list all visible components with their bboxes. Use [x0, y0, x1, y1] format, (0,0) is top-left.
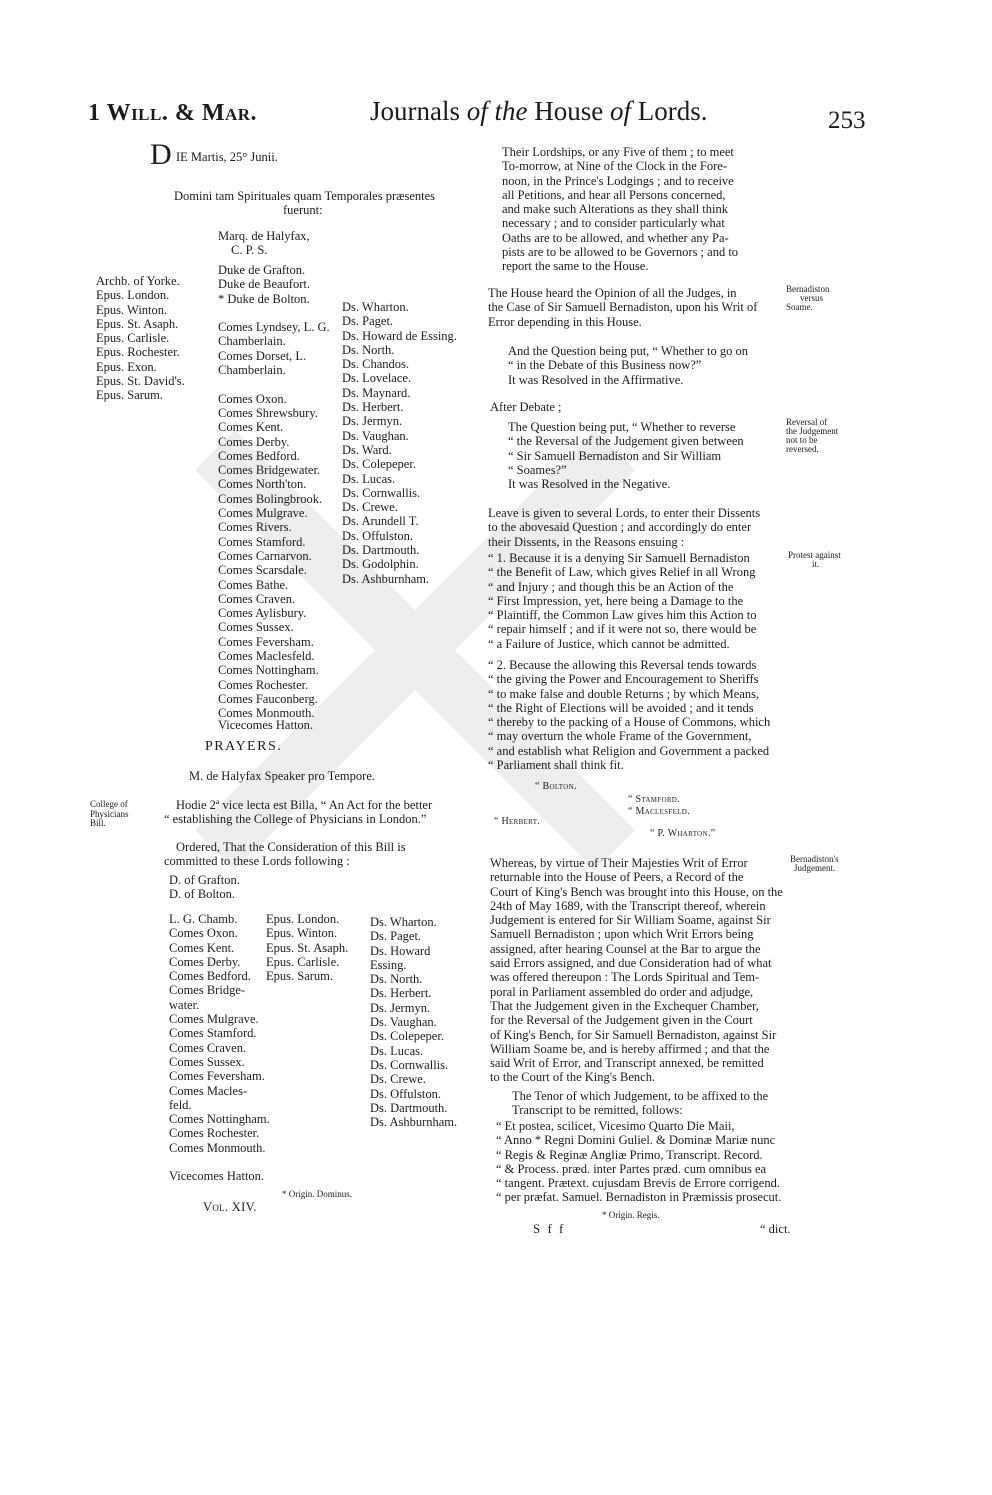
cbarons-line: Ds. Crewe.	[370, 1072, 426, 1087]
question-reverse	[508, 420, 744, 491]
after-debate: After Debate ;	[490, 400, 562, 414]
committee-barons	[370, 915, 457, 1129]
bishops-list	[96, 274, 185, 403]
peers-line: Comes Aylisbury.	[218, 606, 307, 621]
footnote-right: * Origin. Regis.	[602, 1210, 660, 1220]
prayers-heading: PRAYERS.	[205, 739, 283, 754]
peers-line: Comes Sussex.	[218, 620, 294, 635]
sig-maclesfeld: “ Maclesfeld.	[628, 806, 690, 817]
barons-line: Ds. Colepeper.	[342, 457, 416, 472]
bishops-line: Epus. London.	[96, 288, 170, 303]
whereas-line: for the Reversal of the Judgement given in the Court	[490, 1013, 753, 1028]
peers-line: Comes Feversham.	[218, 634, 314, 649]
para1-line: To-morrow, at Nine of the Clock in the Fore-	[502, 159, 727, 174]
marquess-line-2: C. P. S.	[231, 243, 268, 257]
whereas-line: to the Court of the King's Bench.	[490, 1070, 656, 1085]
barons-line: Ds. Chandos.	[342, 357, 410, 372]
whereas-line: assigned, after hearing Counsel at the Bar to argue the	[490, 941, 761, 956]
para2-line: the Case of Sir Samuell Bernadiston, upon his Writ of	[488, 300, 758, 315]
margin-college-bill: College of Physicians Bill.	[90, 799, 129, 828]
sig-bolton: “ Bolton.	[535, 781, 577, 792]
barons-line: Ds. Ashburnham.	[342, 571, 430, 586]
margin-protest: Protest against it.	[788, 550, 841, 569]
peers-line: Comes Nottingham.	[218, 663, 319, 678]
cbarons-line: Ds. Colepeper.	[370, 1029, 444, 1044]
cbarons-line: Ds. Dartmouth.	[370, 1100, 448, 1115]
cpeers-line: Comes Feversham.	[169, 1069, 265, 1084]
barons-list	[342, 300, 457, 586]
barons-line: Ds. Offulston.	[342, 528, 413, 543]
tenor-line: Transcript to be remitted, follows:	[512, 1103, 683, 1118]
barons-line: Ds. Arundell T.	[342, 514, 419, 529]
r1-line: “ a Failure of Justice, which cannot be admitted.	[488, 636, 730, 651]
peers-line: Comes Craven.	[218, 591, 296, 606]
barons-line: Ds. Maynard.	[342, 385, 411, 400]
q2-line: It was Resolved in the Negative.	[508, 477, 671, 492]
peers-line: * Duke de Bolton.	[218, 291, 310, 306]
peers-line: Comes Carnarvon.	[218, 548, 312, 563]
latin-line: “ per præfat. Samuel. Bernadiston in Præmissis prosecut.	[496, 1190, 782, 1205]
r2-line: “ the giving the Power and Encouragement to Sheriffs	[488, 672, 759, 687]
para1-line: Their Lordships, or any Five of them ; to meet	[502, 145, 734, 159]
peers-line: Comes Lyndsey, L. G.	[218, 320, 330, 335]
barons-line: Ds. Jermyn.	[342, 414, 403, 429]
peers-line: Chamberlain.	[218, 334, 286, 349]
margin-bernadiston-versus-soame: Bernadiston versus Soame.	[786, 284, 830, 312]
cpeers-line: Comes Bedford.	[169, 969, 251, 984]
latin-line: “ Regis & Reginæ Angliæ Primo, Transcript. Record.	[496, 1147, 763, 1162]
whereas-line: of King's Bench, for Sir Samuell Bernadiston, against Sir	[490, 1027, 777, 1042]
r1-line: “ and Injury ; and though this be an Action of the	[488, 579, 734, 594]
q2-line: “ the Reversal of the Judgement given between	[508, 434, 744, 449]
running-head-reign: 1 Will. & Mar.	[88, 100, 258, 126]
cpeers-line: Vicecomes Hatton.	[169, 1169, 265, 1184]
cpeers-line: Comes Oxon.	[169, 926, 238, 941]
cbarons-line: Ds. Paget.	[370, 929, 422, 944]
cbarons-line: Ds. Lucas.	[370, 1043, 424, 1058]
cpeers-line: Comes Stamford.	[169, 1026, 257, 1041]
para2-line: The House heard the Opinion of all the Judges, in	[488, 286, 737, 300]
barons-line: Ds. Godolphin.	[342, 557, 419, 572]
barons-line: Ds. North.	[342, 342, 395, 357]
tenor-line: The Tenor of which Judgement, to be affixed to the	[512, 1089, 769, 1103]
r2-line: “ thereby to the packing of a House of Commons, which	[488, 715, 771, 730]
bishops-line: Epus. Winton.	[96, 302, 168, 317]
cpeers-line: Comes Macles-	[169, 1083, 248, 1098]
committee-bishops	[266, 912, 348, 983]
running-head-title: Journals of the House of Lords.	[370, 96, 708, 126]
cpeers-line: Comes Nottingham.	[169, 1112, 270, 1127]
bishops-line: Epus. St. David's.	[96, 374, 185, 389]
committee-dukes	[169, 873, 240, 902]
barons-line: Ds. Lucas.	[342, 471, 396, 486]
peers-line: Comes Bathe.	[218, 577, 289, 592]
cpeers-line: Comes Bridge-	[169, 983, 246, 998]
barons-line: Ds. Dartmouth.	[342, 543, 420, 558]
whereas-line: returnable into the House of Peers, a Record of the	[490, 870, 744, 885]
peers-line	[218, 377, 330, 391]
peers-line: Comes Oxon.	[218, 391, 287, 406]
para1-line: all Petitions, and hear all Persons concerned,	[502, 187, 726, 202]
whereas-line: Samuell Bernadiston ; upon which Writ Errors being	[490, 927, 754, 942]
cpeers-line: L. G. Chamb.	[169, 912, 238, 926]
bishops-line: Epus. Carlisle.	[96, 331, 170, 346]
para1-line: necessary ; and to consider particularly what	[502, 216, 725, 231]
peers-line: Comes Bedford.	[218, 448, 300, 463]
cbarons-line: Essing.	[370, 957, 407, 972]
peers-line: Comes Rivers.	[218, 520, 292, 535]
r1-line: “ repair himself ; and if it were not so, there would be	[488, 622, 757, 637]
peers-list	[218, 263, 330, 721]
sitting-date: IE Martis, 25° Junii.	[176, 150, 278, 164]
leave-dissents	[488, 506, 760, 549]
barons-line: Ds. Cornwallis.	[342, 485, 421, 500]
bishops-line: Epus. Rochester.	[96, 345, 180, 360]
cbarons-line: Ds. Howard	[370, 943, 431, 958]
q2-line: The Question being put, “ Whether to reverse	[508, 420, 736, 434]
hodie-line-2: “ establishing the College of Physicians in London.”	[164, 812, 427, 826]
barons-line: Ds. Herbert.	[342, 400, 404, 415]
cbishops-line: Epus. Sarum.	[266, 969, 334, 984]
q2-line: “ Sir Samuell Bernadiston and Sir William	[508, 448, 722, 463]
peers-line: Comes Kent.	[218, 420, 284, 435]
para-judges-opinion	[488, 286, 757, 329]
whereas-line: That the Judgement given in the Exchequer Chamber,	[490, 998, 759, 1013]
peers-line: Comes Bridgewater.	[218, 463, 321, 478]
latin-record	[496, 1119, 781, 1205]
para1-line: noon, in the Prince's Lodgings ; and to receive	[502, 173, 734, 188]
cpeers-line: Comes Kent.	[169, 940, 235, 955]
whereas-line: 24th of May 1689, with the Transcript thereof, wherein	[490, 898, 766, 913]
whereas-line: was offered thereupon : The Lords Spiritual and Tem-	[490, 970, 760, 985]
whereas-line: William Soame be, and is hereby affirmed ; and that the	[490, 1041, 770, 1056]
cpeers-line: feld.	[169, 1097, 192, 1112]
r2-line: “ may overturn the whole Frame of the Government,	[488, 729, 752, 744]
peers-line: Comes Scarsdale.	[218, 563, 307, 578]
cbarons-line: Ds. Offulston.	[370, 1086, 441, 1101]
whereas-judgement	[490, 856, 783, 1085]
ordered-line-2: committed to these Lords following :	[164, 854, 350, 868]
footnote-left: * Origin. Dominus.	[282, 1189, 353, 1199]
latin-line: “ & Process. præd. inter Partes præd. cum omnibus ea	[496, 1161, 767, 1176]
r2-line: “ Parliament shall think fit.	[488, 758, 624, 773]
reason-1	[488, 551, 757, 651]
r2-line: “ the Right of Elections will be avoided ; and it tends	[488, 700, 754, 715]
peers-line: Comes Rochester.	[218, 677, 309, 692]
committee-peers	[169, 912, 270, 1184]
cbarons-line: Ds. Vaughan.	[370, 1015, 437, 1030]
r1-line: “ First Impression, yet, here being a Damage to the	[488, 593, 744, 608]
peers-line: Comes Dorset, L.	[218, 348, 307, 363]
speaker-line: M. de Halyfax Speaker pro Tempore.	[189, 769, 375, 783]
peers-line: Duke de Grafton.	[218, 263, 306, 277]
cpeers-line: Comes Mulgrave.	[169, 1012, 259, 1027]
cbishops-line: Epus. London.	[266, 912, 340, 926]
cdukes-line: D. of Bolton.	[169, 887, 235, 902]
barons-line: Ds. Wharton.	[342, 300, 409, 314]
q1-line: “ in the Debate of this Business now?”	[508, 358, 702, 373]
r2-line: “ 2. Because the allowing this Reversal tends towards	[488, 658, 757, 672]
peers-line: Comes North'ton.	[218, 477, 307, 492]
sig-herbert: “ Herbert.	[494, 816, 541, 827]
r1-line: “ 1. Because it is a denying Sir Samuell Bernadiston	[488, 551, 750, 565]
bishops-line: Epus. St. Asaph.	[96, 316, 179, 331]
margin-reversal: Reversal of the Judgement not to be reversed.	[786, 417, 839, 454]
whereas-line: Court of King's Bench was brought into this House, on the	[490, 884, 783, 899]
volume-mark: Vol. XIV.	[203, 1200, 257, 1214]
peers-line: Comes Maclesfeld.	[218, 649, 315, 664]
cbarons-line: Ds. Wharton.	[370, 915, 437, 929]
cpeers-line: Comes Derby.	[169, 954, 241, 969]
r2-line: “ to make false and double Returns ; by which Means,	[488, 686, 760, 701]
para-lodgings	[502, 145, 738, 274]
tenor-line	[512, 1089, 768, 1118]
latin-line: “ Et postea, scilicet, Vicesimo Quarto Die Maii,	[496, 1119, 735, 1133]
cpeers-line: Comes Monmouth.	[169, 1140, 266, 1155]
cpeers-line: Comes Craven.	[169, 1040, 247, 1055]
r1-line: “ Plaintiff, the Common Law gives him this Action to	[488, 608, 757, 623]
cbishops-line: Epus. St. Asaph.	[266, 940, 349, 955]
para1-line: pists are to be allowed to be Governors ; and to	[502, 245, 739, 260]
barons-line: Ds. Ward.	[342, 442, 392, 457]
peers-line	[218, 306, 330, 320]
hodie-line-1: Hodie 2ª vice lecta est Billa, “ An Act for the better	[176, 798, 433, 812]
bishops-line: Epus. Sarum.	[96, 388, 164, 403]
leave-line: Leave is given to several Lords, to enter their Dissents	[488, 506, 761, 520]
q1-line: It was Resolved in the Affirmative.	[508, 372, 684, 387]
leave-line: to the abovesaid Question ; and accordingly do enter	[488, 520, 752, 535]
signature-mark: S f f	[533, 1221, 566, 1236]
domini-line-1: Domini tam Spirituales quam Temporales præsentes	[174, 189, 436, 203]
q1-line: And the Question being put, “ Whether to go on	[508, 344, 749, 358]
cpeers-line: Comes Sussex.	[169, 1054, 245, 1069]
drop-cap: D	[150, 138, 172, 171]
peers-line: Comes Fauconberg.	[218, 691, 318, 706]
margin-judgement: Bernadiston's Judgement.	[790, 854, 839, 873]
para2-line: Error depending in this House.	[488, 314, 642, 329]
whereas-line: said Writ of Error, and Transcript annexed, be remitted	[490, 1056, 764, 1071]
barons-line: Ds. Vaughan.	[342, 428, 409, 443]
para1-line: and make such Alterations as they shall think	[502, 202, 728, 217]
cbarons-line: Ds. Cornwallis.	[370, 1057, 449, 1072]
barons-line: Ds. Paget.	[342, 314, 394, 329]
cdukes-line: D. of Grafton.	[169, 873, 240, 887]
r2-line: “ and establish what Religion and Government a packed	[488, 743, 770, 758]
peers-line: Comes Shrewsbury.	[218, 405, 318, 420]
para1-line: Oaths are to be allowed, and whether any Pa-	[502, 230, 729, 245]
r1-line: “ the Benefit of Law, which gives Relief in all Wrong	[488, 565, 756, 580]
marquess-line-1: Marq. de Halyfax,	[218, 229, 310, 243]
cpeers-line: water.	[169, 997, 200, 1012]
sig-wharton: “ P. Wharton.”	[650, 828, 716, 839]
barons-line: Ds. Lovelace.	[342, 371, 412, 386]
cbishops-line: Epus. Winton.	[266, 926, 338, 941]
peers-line: Comes Mulgrave.	[218, 506, 308, 521]
peers-line: Comes Derby.	[218, 434, 290, 449]
catchword: “ dict.	[760, 1222, 791, 1236]
peers-line: Chamberlain.	[218, 363, 286, 378]
latin-line: “ tangent. Prætext. cujusdam Brevis de Errore corrigend.	[496, 1176, 780, 1191]
cbarons-line: Ds. North.	[370, 972, 423, 987]
barons-line: Ds. Crewe.	[342, 500, 398, 515]
bishops-line: Archb. of Yorke.	[96, 274, 180, 288]
bishops-line: Epus. Exon.	[96, 359, 157, 374]
domini-line-2: fuerunt:	[283, 203, 323, 217]
whereas-line: Judgement is entered for Sir William Soame, against Sir	[490, 913, 771, 928]
peers-line: Comes Bolingbrook.	[218, 491, 323, 506]
cbishops-line: Epus. Carlisle.	[266, 954, 340, 969]
vicecomes: Vicecomes Hatton.	[218, 718, 314, 732]
para1-line: report the same to the House.	[502, 259, 649, 274]
peers-line: Comes Stamford.	[218, 534, 306, 549]
peers-line: Comes Monmouth.	[218, 706, 315, 721]
cbarons-line: Ds. Ashburnham.	[370, 1115, 458, 1130]
cbarons-line: Ds. Herbert.	[370, 986, 432, 1001]
whereas-line: Whereas, by virtue of Their Majesties Writ of Error	[490, 856, 748, 870]
barons-line: Ds. Howard de Essing.	[342, 328, 457, 343]
page-number: 253	[828, 107, 866, 134]
sig-stamford: “ Stamford.	[628, 794, 680, 805]
whereas-line: said Errors assigned, and due Consideration had of what	[490, 956, 772, 971]
peers-line: Duke de Beaufort.	[218, 277, 310, 292]
cpeers-line	[169, 1155, 270, 1169]
cpeers-line: Comes Rochester.	[169, 1126, 260, 1141]
q2-line: “ Soames?”	[508, 462, 567, 477]
latin-line: “ Anno * Regni Domini Guliel. & Dominæ Mariæ nunc	[496, 1133, 776, 1148]
whereas-line: poral in Parliament assembled do order and adjudge,	[490, 984, 754, 999]
reason-2	[488, 658, 770, 772]
ordered-line-1: Ordered, That the Consideration of this Bill is	[176, 840, 406, 854]
question-go-on	[508, 344, 748, 387]
cbarons-line: Ds. Jermyn.	[370, 1000, 431, 1015]
leave-line: their Dissents, in the Reasons ensuing :	[488, 534, 685, 549]
